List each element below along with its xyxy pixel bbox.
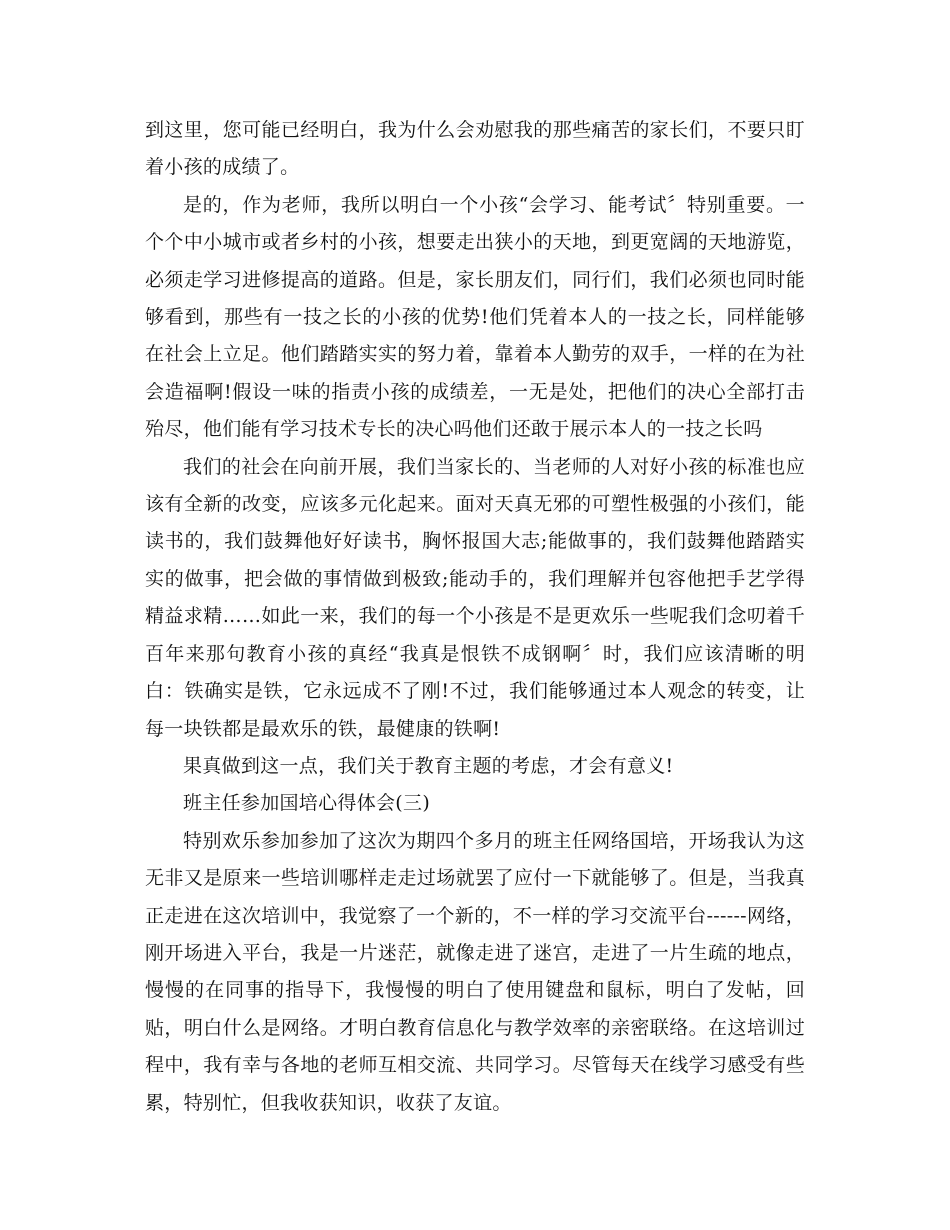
paragraph-meaning: 果真做到这一点，我们关于教育主题的考虑，才会有意义! [183,754,674,777]
document-body [145,112,805,1122]
paragraph-training-experience: 特别欢乐参加参加了这次为期四个多月的班主任网络国培，开场我认为这无非又是原来一些培训哪样走走过场就罢了应付一下就能够了。但是，当我真正走进在这次培训中，我觉察了一个新的，不一样的学习交流平台------网络，刚开场进入平台，我是一片迷茫，就像走进了迷宫，走进了一片生疏的地点，慢慢的在同事的指导下，我慢慢的明白了使用键盘和鼠标，明白了发帖，回贴，明白什么是网络。才明白教育信息化与教学效率的亲密联络。在这培训过程中，我有幸与各地的老师互相交流、共同学习。尽管每天在线学习感受有些累，特别忙，但我收获知识，收获了友谊。 [145,829,805,1114]
paragraph-continuation: 到这里，您可能已经明白，我为什么会劝慰我的那些痛苦的家长们，不要只盯着小孩的成绩了。 [145,119,805,179]
paragraph-teacher-view: 是的，作为老师，我所以明白一个小孩“会学习、能考试〞特别重要。一个个中小城市或者乡村的小孩，想要走出狭小的天地，到更宽阔的天地游览，必须走学习进修提高的道路。但是，家长朋友们，同行们，我们必须也同时能够看到，那些有一技之长的小孩的优势!他们凭着本人的一技之长，同样能够在社会上立足。他们踏踏实实的努力着，靠着本人勤劳的双手，一样的在为社会造福啊!假设一味的指责小孩的成绩差，一无是处，把他们的决心全部打击殆尽，他们能有学习技术专长的决心吗他们还敢于展示本人的一技之长吗 [145,193,805,441]
paragraph-society-standard: 我们的社会在向前开展，我们当家长的、当老师的人对好小孩的标准也应该有全新的改变，应该多元化起来。面对天真无邪的可塑性极强的小孩们，能读书的，我们鼓舞他好好读书，胸怀报国大志;能做事的，我们鼓舞他踏踏实实的做事，把会做的事情做到极致;能动手的，我们理解并包容他把手艺学得精益求精……如此一来，我们的每一个小孩是不是更欢乐一些呢我们念叨着千百年来那句教育小孩的真经“我真是恨铁不成钢啊〞时，我们应该清晰的明白：铁确实是铁，它永远成不了刚!不过，我们能够通过本人观念的转变，让每一块铁都是最欢乐的铁，最健康的铁啊! [145,455,805,740]
section-heading: 班主任参加国培心得体会(三) [183,792,431,815]
